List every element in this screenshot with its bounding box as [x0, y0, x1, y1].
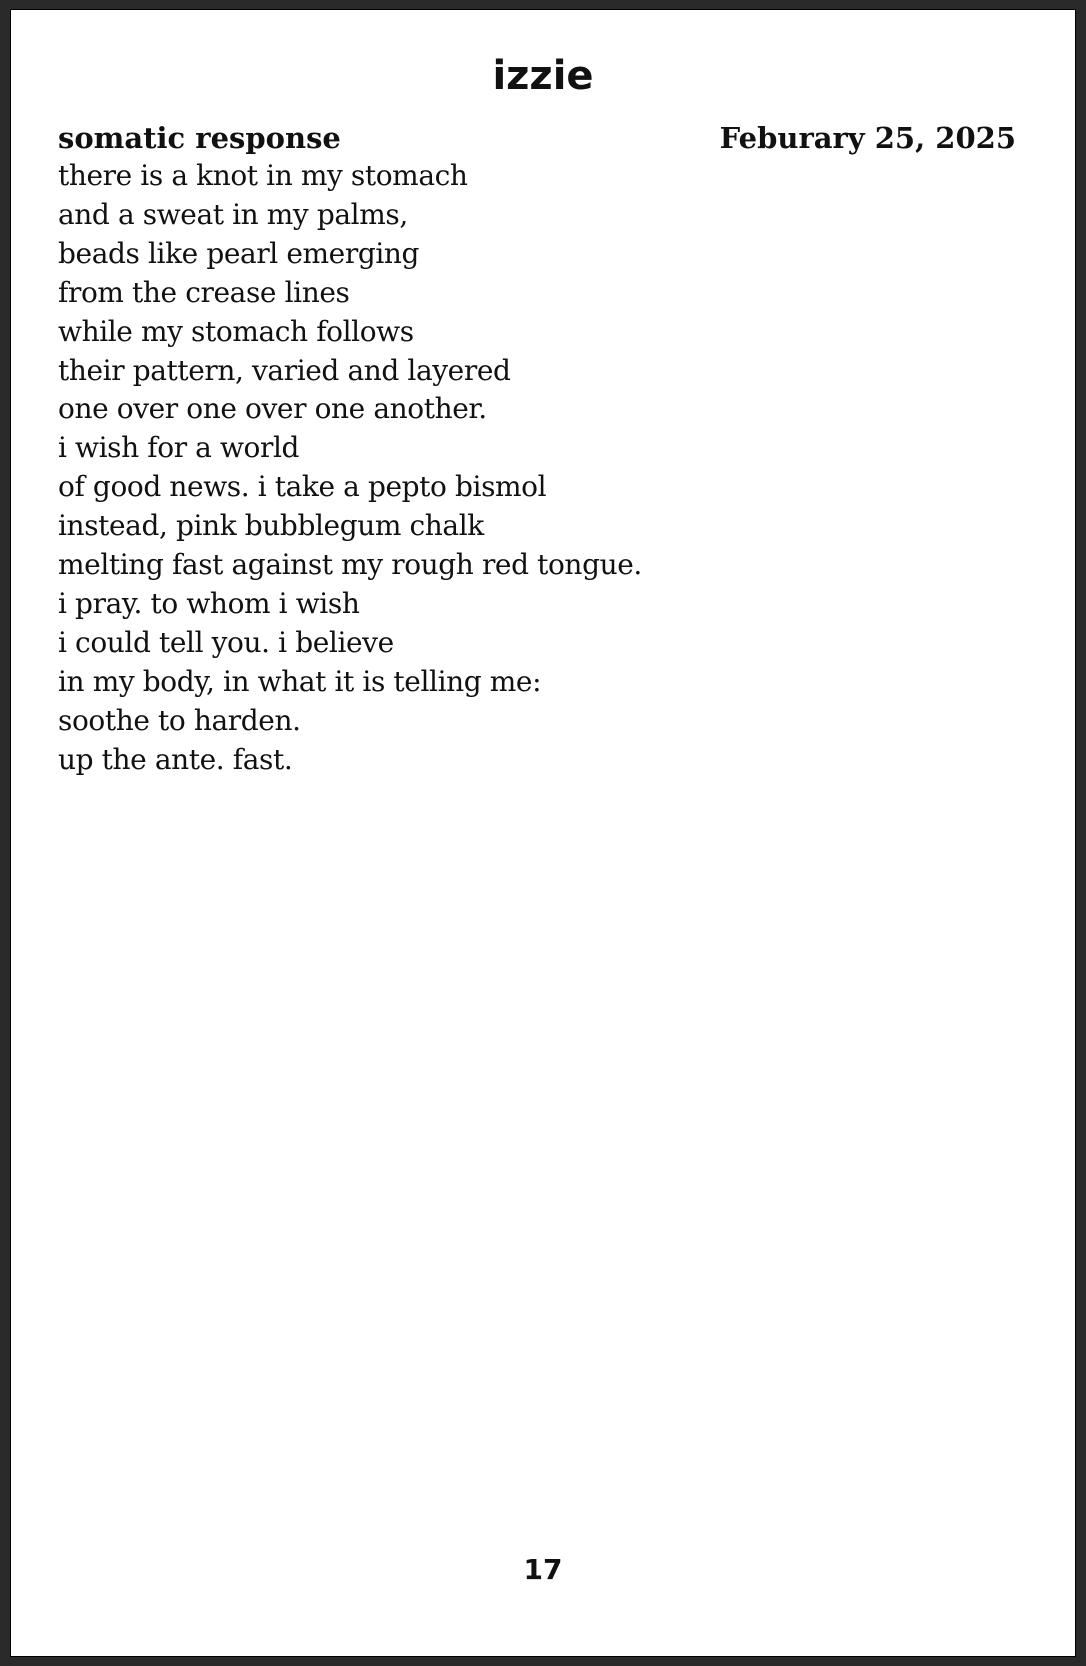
poem-line: in my body, in what it is telling me: [58, 664, 542, 698]
poem-line: of good news. i take a pepto bismol [58, 470, 547, 504]
poem-line: one over one over one another. [58, 392, 487, 426]
poem-line: while my stomach follows [58, 314, 414, 348]
poem-line: there is a knot in my stomach [58, 159, 468, 192]
page-number: 17 [523, 1553, 563, 1586]
poem-line: and a sweat in my palms, [58, 197, 408, 231]
poem-title: somatic response [58, 121, 341, 155]
poem-line: soothe to harden. [58, 703, 301, 737]
poem-line: i could tell you. i believe [58, 625, 394, 659]
poem-line: up the ante. fast. [58, 742, 293, 776]
poem-line: instead, pink bubblegum chalk [58, 509, 484, 543]
poem-line: beads like pearl emerging [58, 236, 420, 270]
poem-line: i pray. to whom i wish [58, 586, 360, 620]
poem-line: melting fast against my rough red tongue. [58, 548, 642, 582]
document-page [10, 9, 1076, 1657]
poem-line: i wish for a world [58, 431, 300, 465]
poem-header [58, 118, 1016, 158]
poem-date: Feburary 25, 2025 [719, 121, 1016, 155]
author-name: izzie [492, 53, 594, 99]
poem-body [58, 157, 642, 780]
poem-line: from the crease lines [58, 275, 350, 309]
poem-line: their pattern, varied and layered [58, 353, 511, 387]
